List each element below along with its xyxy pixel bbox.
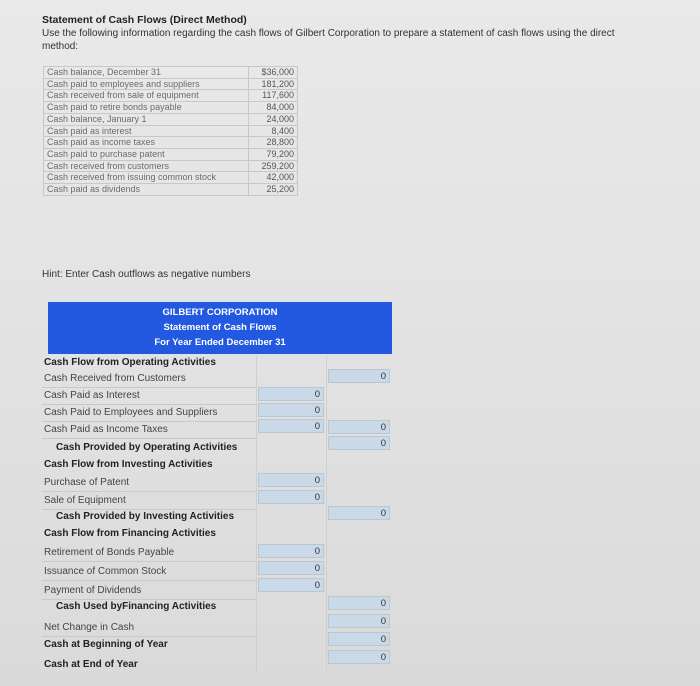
hint-text: Hint: Enter Cash outflows as negative numbers	[42, 269, 251, 280]
input-operating-taxes-total[interactable]: 0	[328, 420, 390, 434]
given-data-value: 25,200	[249, 184, 298, 196]
given-data-value: 8,400	[249, 125, 298, 137]
row-purchase-patent	[40, 475, 392, 491]
label-retire-bonds: Retirement of Bonds Payable	[44, 547, 175, 558]
given-data-row	[44, 113, 298, 125]
input-paid-taxes[interactable]: 0	[258, 419, 324, 433]
given-data-row	[44, 102, 298, 114]
input-cash-begin[interactable]: 0	[328, 632, 390, 646]
input-paid-employees[interactable]: 0	[258, 403, 324, 417]
given-data-row	[44, 125, 298, 137]
input-sale-equipment[interactable]: 0	[258, 490, 324, 504]
given-data-label: Cash balance, January 1	[44, 113, 249, 125]
label-paid-taxes: Cash Paid as Income Taxes	[44, 424, 168, 435]
cash-flow-statement	[40, 302, 392, 670]
given-data-row	[44, 78, 298, 90]
label-investing-total: Cash Provided by Investing Activities	[56, 511, 235, 522]
row-retire-bonds	[40, 545, 392, 561]
given-data-label: Cash balance, December 31	[44, 67, 249, 79]
row-paid-interest	[40, 388, 392, 404]
input-operating-total[interactable]: 0	[328, 436, 390, 450]
input-pay-dividends[interactable]: 0	[258, 578, 324, 592]
input-cash-end[interactable]: 0	[328, 650, 390, 664]
given-data-row	[44, 67, 298, 79]
given-data-value: 181,200	[249, 78, 298, 90]
given-data-value: 42,000	[249, 172, 298, 184]
operating-header: Cash Flow from Operating Activities	[44, 357, 216, 368]
given-data-row	[44, 184, 298, 196]
input-retire-bonds[interactable]: 0	[258, 544, 324, 558]
input-purchase-patent[interactable]: 0	[258, 473, 324, 487]
given-data-label: Cash paid to employees and suppliers	[44, 78, 249, 90]
given-data-row	[44, 137, 298, 149]
given-data-label: Cash received from issuing common stock	[44, 172, 249, 184]
given-data-label: Cash received from customers	[44, 160, 249, 172]
given-data-table	[43, 66, 298, 196]
given-data-label: Cash paid as dividends	[44, 184, 249, 196]
investing-header-row	[40, 457, 392, 473]
problem-title: Statement of Cash Flows (Direct Method)	[42, 14, 247, 26]
given-data-value: 259,200	[249, 160, 298, 172]
label-paid-employees: Cash Paid to Employees and Suppliers	[44, 407, 218, 418]
given-data-row	[44, 90, 298, 102]
column-line-1	[256, 356, 257, 672]
label-paid-interest: Cash Paid as Interest	[44, 390, 140, 401]
label-net-change: Net Change in Cash	[44, 622, 135, 633]
row-paid-employees	[40, 405, 392, 421]
problem-instruction: Use the following information regarding the cash flows of Gilbert Corporation to prepare a statement of cash flows using the direct method:	[42, 28, 615, 52]
given-data-row	[44, 148, 298, 160]
financing-header-row	[40, 526, 392, 542]
input-received-customers[interactable]: 0	[328, 369, 390, 383]
label-sale-equipment: Sale of Equipment	[44, 495, 126, 506]
row-issue-stock	[40, 564, 392, 580]
given-data-value: $36,000	[249, 67, 298, 79]
label-cash-begin: Cash at Beginning of Year	[44, 639, 168, 650]
financing-header: Cash Flow from Financing Activities	[44, 528, 216, 539]
statement-header	[48, 302, 392, 354]
given-data-value: 28,800	[249, 137, 298, 149]
given-data-row	[44, 160, 298, 172]
investing-header: Cash Flow from Investing Activities	[44, 459, 213, 470]
given-data-label: Cash paid as income taxes	[44, 137, 249, 149]
input-investing-total[interactable]: 0	[328, 506, 390, 520]
label-financing-total: Cash Used byFinancing Activities	[56, 601, 217, 612]
label-purchase-patent: Purchase of Patent	[44, 477, 130, 488]
company-name: GILBERT CORPORATION	[162, 307, 278, 318]
given-data-value: 24,000	[249, 113, 298, 125]
input-financing-total[interactable]: 0	[328, 596, 390, 610]
given-data-value: 117,600	[249, 90, 298, 102]
statement-name: Statement of Cash Flows	[163, 322, 277, 333]
given-data-row	[44, 172, 298, 184]
given-data-value: 79,200	[249, 148, 298, 160]
given-data-label: Cash received from sale of equipment	[44, 90, 249, 102]
given-data-label: Cash paid to purchase patent	[44, 148, 249, 160]
label-received-customers: Cash Received from Customers	[44, 373, 186, 384]
label-pay-dividends: Payment of Dividends	[44, 585, 142, 596]
input-net-change[interactable]: 0	[328, 614, 390, 628]
label-cash-end: Cash at End of Year	[44, 659, 138, 670]
label-operating-total: Cash Provided by Operating Activities	[56, 442, 238, 453]
given-data-value: 84,000	[249, 102, 298, 114]
given-data-label: Cash paid as interest	[44, 125, 249, 137]
label-issue-stock: Issuance of Common Stock	[44, 566, 167, 577]
input-paid-interest[interactable]: 0	[258, 387, 324, 401]
column-line-2	[326, 356, 327, 672]
given-data-label: Cash paid to retire bonds payable	[44, 102, 249, 114]
statement-period: For Year Ended December 31	[154, 337, 286, 348]
input-issue-stock[interactable]: 0	[258, 561, 324, 575]
